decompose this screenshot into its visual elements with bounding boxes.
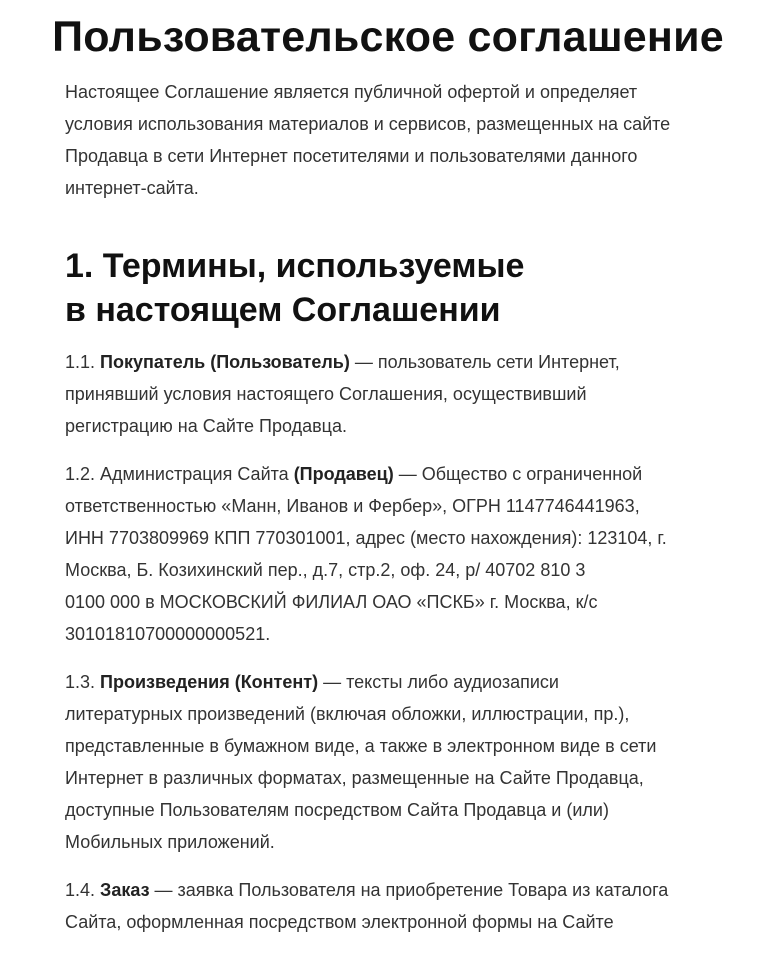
term-name: (Продавец) <box>293 464 394 484</box>
term-first-line <box>65 666 725 698</box>
term-line: Интернет в различных форматах, размещенные на Сайте Продавца, <box>65 768 644 788</box>
term-first-line <box>65 458 725 490</box>
intro-line: интернет-сайта. <box>65 178 199 198</box>
term-number: 1.1. <box>65 352 96 372</box>
term-line: литературных произведений (включая обложки, иллюстрации, пр.), <box>65 704 630 724</box>
term-number: 1.2. <box>65 464 96 484</box>
term-1-1 <box>65 346 725 442</box>
term-first-line <box>65 874 725 906</box>
term-number: 1.4. <box>65 880 96 900</box>
term-definition-start: — заявка Пользователя на приобретение Товара из каталога <box>149 880 669 900</box>
intro-line: условия использования материалов и сервисов, размещенных на сайте <box>65 114 671 134</box>
term-definition-start: — пользователь сети Интернет, <box>349 352 620 372</box>
term-line: Мобильных приложений. <box>65 832 275 852</box>
term-line: ответственностью «Манн, Иванов и Фербер», ОГРН 1147746441963, <box>65 496 640 516</box>
term-line: представленные в бумажном виде, а также в электронном виде в сети <box>65 736 657 756</box>
term-definition-start: — Общество с ограниченной <box>393 464 643 484</box>
section-heading-line: в настоящем Соглашении <box>65 291 501 329</box>
section-heading-line: 1. Термины, используемые <box>65 247 525 285</box>
term-name: Произведения (Контент) <box>100 672 319 692</box>
term-line: регистрацию на Сайте Продавца. <box>65 416 348 436</box>
term-line: Москва, Б. Козихинский пер., д.7, стр.2, оф. 24, р/ 40702 810 3 <box>65 560 586 580</box>
term-line: принявший условия настоящего Соглашения, осуществивший <box>65 384 587 404</box>
term-definition-start: — тексты либо аудиозаписи <box>318 672 559 692</box>
intro-line: Продавца в сети Интернет посетителями и пользователями данного <box>65 146 638 166</box>
term-line: 30101810700000000521. <box>65 624 271 644</box>
term-1-2 <box>65 458 725 650</box>
term-line: 0100 000 в МОСКОВСКИЙ ФИЛИАЛ ОАО «ПСКБ» г. Москва, к/с <box>65 592 598 612</box>
term-line: Сайта, оформленная посредством электронной формы на Сайте <box>65 912 614 932</box>
section-heading <box>65 244 725 332</box>
term-name: Заказ <box>100 880 150 900</box>
intro-paragraph <box>65 76 725 204</box>
term-1-3 <box>65 666 725 858</box>
term-lead: Администрация Сайта <box>100 464 294 484</box>
intro-line: Настоящее Соглашение является публичной офертой и определяет <box>65 82 638 102</box>
term-line: ИНН 7703809969 КПП 770301001, адрес (место нахождения): 123104, г. <box>65 528 667 548</box>
page-title: Пользовательское соглашение <box>52 13 724 61</box>
term-number: 1.3. <box>65 672 96 692</box>
term-line: доступные Пользователям посредством Сайта Продавца и (или) <box>65 800 609 820</box>
term-name: Покупатель (Пользователь) <box>100 352 350 372</box>
document-body <box>65 76 725 954</box>
term-first-line <box>65 346 725 378</box>
term-1-4 <box>65 874 725 938</box>
